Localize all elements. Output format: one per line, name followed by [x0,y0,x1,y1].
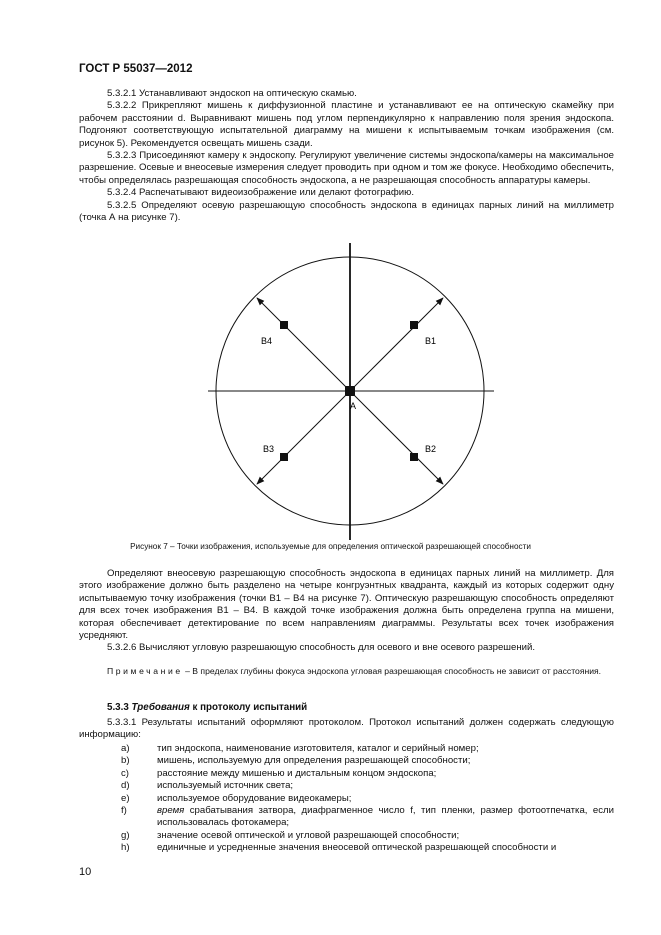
list-item [79,768,614,780]
paragraph-5-3-2-6: 5.3.2.6 Вычисляют угловую разрешающую способность для осевого и вне осевого разрешений. [107,642,536,654]
label-b4: B4 [261,336,273,346]
note [79,665,614,677]
page-number: 10 [79,866,92,878]
list-item [79,780,614,792]
point-b2-marker [410,453,418,461]
note-label: Примечание [107,666,183,676]
section-number: 5.3.3 [107,702,129,713]
list-item [79,793,614,805]
label-b2: B2 [425,444,437,454]
note-text: – В пределах глубины фокуса эндоскопа угловая разрешающая способность не зависит от расстояния. [182,666,602,676]
list-item [79,755,614,767]
point-b3-marker [280,453,288,461]
list-text: тип эндоскопа, наименование изготовителя, каталог и серийный номер; [157,743,479,754]
paragraph-offaxis: Определяют внеосевую разрешающую способность эндоскопа в единицах парных линий на миллиметр. Для этого изображение должно быть разделено на четыре конгруэнтных квадранта, каждый из которых содержит одну испытываемую точку изображения (точки В1 – В4 на рисунке 7). Оптическую разрешающую способность определяют для всех точек изображения В1 – В4. В каждой точке изображения должна быть определена группа на мишени, которая обеспечивает детектирование по всем направлениям диаграммы. Результаты всех точек изображения усредняют. [79,568,614,642]
point-b4-marker [280,321,288,329]
list-item [79,743,614,755]
label-a: A [350,401,357,411]
list-text: единичные и усредненные значения внеосевой оптической разрешающей способности и [157,842,557,854]
list-marker: a) [121,743,130,754]
paragraph-5-3-3-1: 5.3.3.1 Результаты испытаний оформляют протоколом. Протокол испытаний должен содержать следующую информацию: [79,717,614,741]
list-marker: d) [121,780,130,792]
paragraph-5-3-2-5: 5.3.2.5 Определяют осевую разрешающую способность эндоскопа в единицах парных линий на миллиметр (точка А на рисунке 7). [79,199,614,224]
section-intro-block [79,717,614,742]
list-item [79,842,614,854]
list-text-rest: срабатывания затвора, диафрагменное число f, тип пленки, размер фотоотпечатка, если использовалась фотокамера; [157,805,614,829]
document-header: ГОСТ Р 55037—2012 [79,63,193,75]
paragraph-5-3-2-1: 5.3.2.1 Устанавливают эндоскоп на оптическую скамью. [107,88,357,99]
paragraphs-mid [79,568,614,655]
point-b1-marker [410,321,418,329]
section-heading [107,702,307,713]
list-marker: g) [121,829,130,841]
list-marker: f) [121,805,127,817]
paragraph-5-3-2-4: 5.3.2.4 Распечатывают видеоизображение или делают фотографию. [107,187,414,199]
list-marker: c) [121,767,129,779]
list-text: используемое оборудование видеокамеры; [157,792,352,804]
paragraph-5-3-2-2: 5.3.2.2 Прикрепляют мишень к диффузионной пластине и устанавливают ее на оптическую скамейку при рабочем расстоянии d. Выравнивают мишень под углом перпендикулярно к направлению поля зрения эндоскопа. Подгоняют соответствующую испытательной диаграмму на мишени к испытываемым точкам изображения (см. рисунок 5). Рекомендуется освещать мишень сзади. [79,100,614,149]
list-marker: e) [121,792,130,804]
list-marker: b) [121,755,130,767]
list-text: значение осевой оптической и угловой разрешающей способности; [157,829,460,841]
list-text-italic: время [157,805,185,817]
list-text: мишень, используемую для определения разрешающей способности; [157,755,471,767]
list-text: используемый источник света; [157,780,294,792]
list-marker: h) [121,842,130,854]
list-item [79,830,614,842]
label-b1: B1 [425,336,437,346]
point-a-marker [345,386,355,396]
section-title-italic: Требования [131,702,190,713]
report-requirements-list [79,743,614,855]
list-item [79,805,614,830]
figure-caption: Рисунок 7 – Точки изображения, используемые для определения оптической разрешающей способности [130,542,531,551]
list-text: расстояние между мишенью и дистальным концом эндоскопа; [157,767,437,779]
list-text [157,805,614,830]
label-b3: B3 [263,444,275,454]
paragraph-5-3-2-3: 5.3.2.3 Присоединяют камеру к эндоскопу. Регулируют увеличение системы эндоскопа/камеры на максимальное разрешение. Осевые и внеосевые измерения следует проводить при одном и том же фокусе. Необходимо обеспечить, чтобы определялась разрешающая способность эндоскопа, а не разрешающая способность аппаратуры камеры. [79,150,614,186]
section-title-rest: к протоколу испытаний [189,702,308,713]
